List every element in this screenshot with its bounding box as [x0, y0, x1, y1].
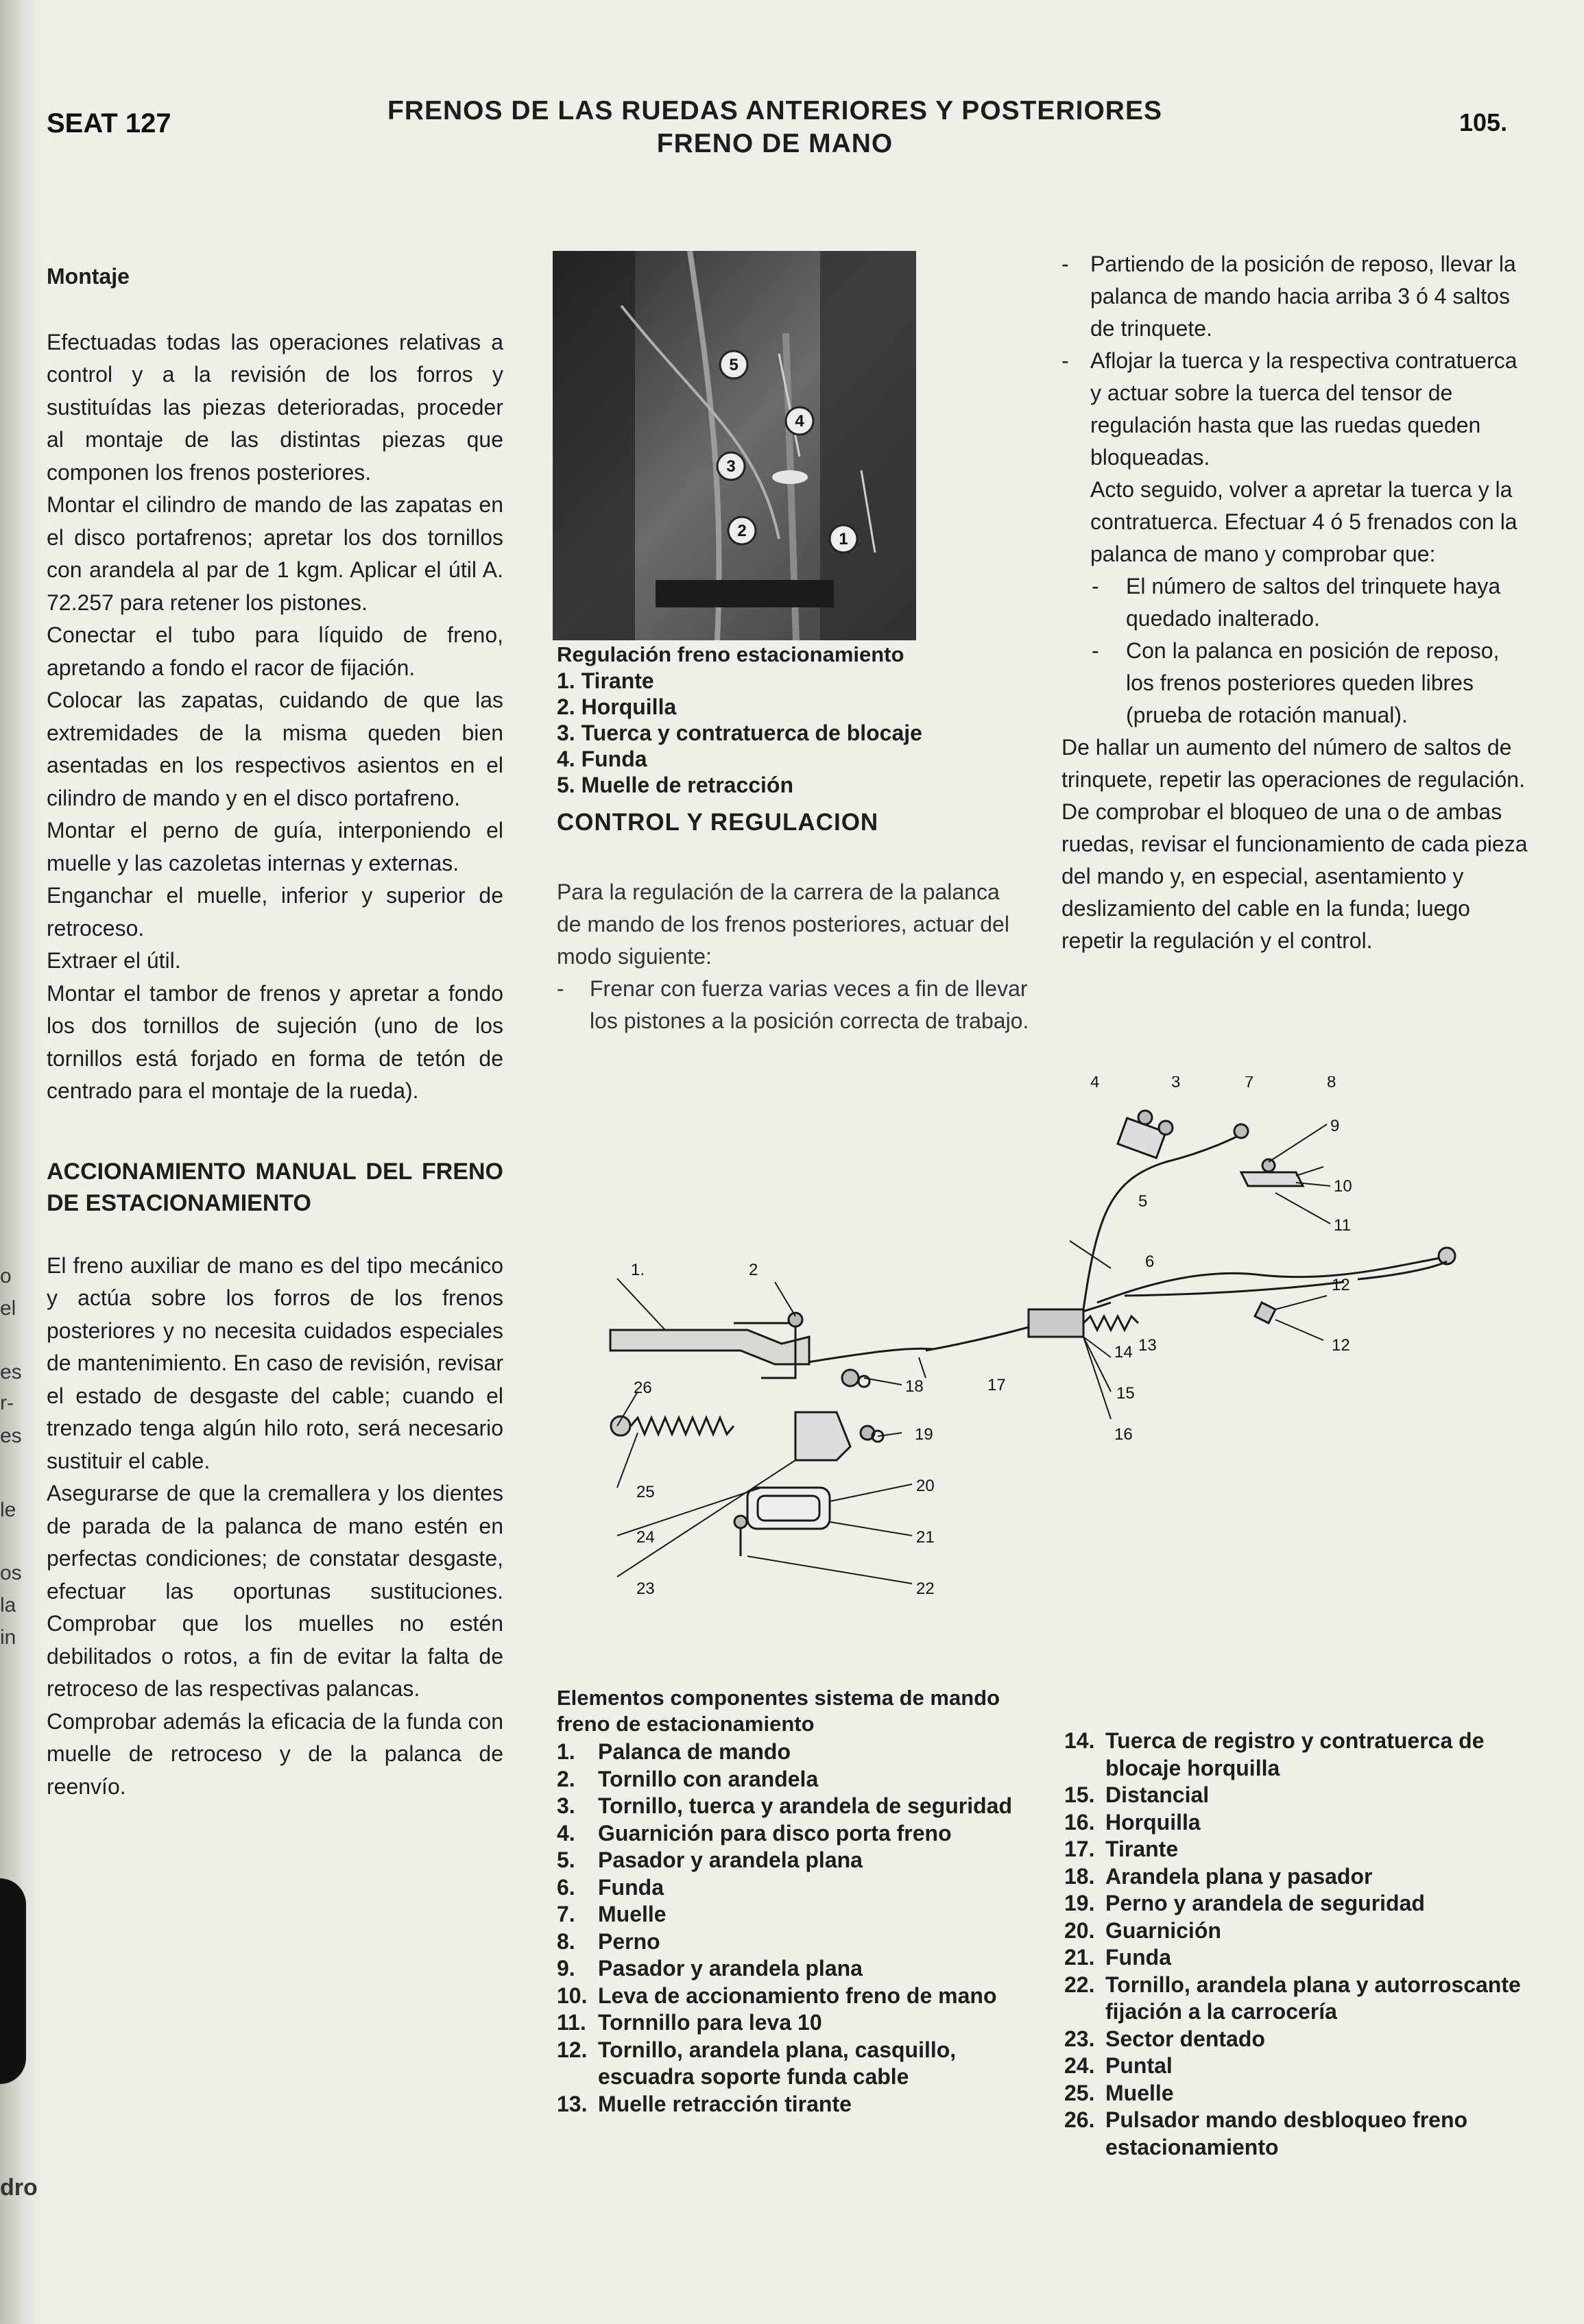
component-item: [557, 2091, 1030, 2118]
item-number: 16.: [1064, 1809, 1095, 1835]
paragraph: Montar el perno de guía, interponiendo el muelle y las cazoletas internas y externas.: [47, 818, 503, 875]
item-text: Tuerca de registro y contratuerca de blocaje horquilla: [1105, 1728, 1485, 1780]
paragraph: De comprobar el bloqueo de una o de ambas ruedas, revisar el funcionamiento de cada pieza del mando y, en especial, asentamiento y deslizamiento del cable en la funda; luego repetir la regulación y el control.: [1061, 799, 1528, 953]
item-number: 6.: [557, 1874, 575, 1900]
item-number: 2.: [557, 1766, 575, 1791]
diagram-label: 26: [634, 1379, 652, 1397]
components-title: Elementos componentes sistema de mando freno de estacionamiento: [557, 1686, 1000, 1736]
diagram-label: 3: [1171, 1076, 1181, 1091]
accionamiento-heading: ACCIONAMIENTO MANUAL DEL FRENO DE ESTACIONAMIENTO: [47, 1158, 503, 1216]
check-item: [1061, 570, 1529, 635]
item-text: Tornillo, arandela plana, casquillo, escuadra soporte funda cable: [598, 2037, 957, 2089]
dash-bullet: -: [1061, 252, 1069, 276]
component-item: [1064, 1917, 1548, 1945]
component-item: [557, 2037, 1030, 2091]
components-list-right: [1064, 1728, 1548, 2161]
edge-fragment: r-: [0, 1392, 14, 1414]
item-number: 12.: [557, 2037, 588, 2062]
diagram-label: 23: [636, 1579, 655, 1598]
diagram-label: 6: [1145, 1252, 1155, 1271]
component-item: [1064, 1782, 1548, 1809]
cable-sheath: [1083, 1131, 1248, 1309]
item-number: 1.: [557, 1739, 575, 1764]
check-item: [1061, 635, 1529, 731]
control-text: [557, 876, 1030, 1037]
step-item: [557, 973, 1030, 1037]
component-item: [1064, 2080, 1548, 2107]
item-number: 11.: [557, 2010, 586, 2035]
component-item: [557, 1874, 1030, 1902]
component-item: [1064, 1944, 1548, 1972]
component-item: [557, 1739, 1030, 1766]
component-item: [1064, 1809, 1548, 1837]
item-text: Tornillo con arandela: [598, 1766, 819, 1791]
title-line-1: FRENOS DE LAS RUEDAS ANTERIORES Y POSTERIORES: [387, 96, 1162, 125]
item-number: 23.: [1064, 2026, 1095, 2051]
diagram-label: 13: [1138, 1336, 1157, 1355]
caption-title: Regulación freno estacionamiento: [557, 642, 904, 666]
item-number: 21.: [1064, 1945, 1095, 1970]
diagram-label: 25: [636, 1483, 655, 1501]
manual-model: SEAT 127: [47, 108, 171, 138]
paragraph: Para la regulación de la carrera de la palanca de mando de los frenos posteriores, actuar del modo siguiente:: [557, 880, 1009, 969]
photo-label: 3: [726, 457, 736, 476]
caption-item: 3. Tuerca y contratuerca de blocaje: [557, 721, 922, 745]
item-text: Funda: [598, 1874, 664, 1900]
photo-label: 1: [839, 530, 848, 548]
component-item: [1064, 1836, 1548, 1863]
item-number: 8.: [557, 1928, 575, 1954]
dash-bullet: -: [1061, 348, 1069, 373]
edge-fragment: o: [0, 1265, 12, 1287]
diagram-label: 17: [987, 1376, 1006, 1394]
diagram-label: 15: [1116, 1384, 1135, 1403]
component-item: [557, 1766, 1030, 1793]
component-item: [1064, 2026, 1548, 2053]
component-item: [1064, 1890, 1548, 1917]
item-text: Guarnición: [1105, 1917, 1221, 1943]
component-item: [557, 1820, 1030, 1848]
regulation-photo: [553, 251, 916, 640]
diagram-label: 4: [1090, 1076, 1100, 1091]
paragraph: Enganchar el muelle, inferior y superior de retroceso.: [47, 883, 503, 941]
item-text: Tornnillo para leva 10: [598, 2010, 822, 2035]
item-number: 13.: [557, 2091, 588, 2116]
dash-bullet: -: [1092, 574, 1099, 598]
diagram-label: 7: [1245, 1076, 1254, 1091]
step-text: Partiendo de la posición de reposo, llevar la palanca de mando hacia arriba 3 ó 4 saltos de trinquete.: [1090, 252, 1516, 341]
step-item: [1061, 345, 1529, 474]
photo-label: 4: [795, 412, 804, 431]
component-item: [557, 1928, 1030, 1956]
diagram-label: 16: [1114, 1425, 1133, 1444]
edge-fragment: in: [0, 1626, 16, 1649]
components-list-left: [557, 1739, 1030, 2118]
item-number: 4.: [557, 1820, 575, 1845]
step-text: Aflojar la tuerca y la respectiva contratuerca y actuar sobre la tuerca del tensor de regulación hasta que las ruedas queden bloqueadas.: [1090, 348, 1517, 470]
component-item: [557, 1901, 1030, 1928]
caption-list: [557, 668, 927, 798]
component-item: [1064, 1728, 1548, 1782]
paragraph: Asegurarse de que la cremallera y los dientes de parada de la palanca de mano estén en perfectas condiciones; de constatar desgaste, efectuar las oportunas sustituciones. Comprobar que los muelles no estén debilitados o rotos, a fin de evitar la falta de retroceso de las respectivas palancas.: [47, 1481, 503, 1701]
item-text: Tirante: [1105, 1837, 1179, 1861]
item-text: Distancial: [1105, 1782, 1210, 1807]
step-text: Frenar con fuerza varias veces a fin de llevar los pistones a la posición correcta de trabajo.: [590, 976, 1029, 1033]
page-title: [329, 95, 1221, 160]
hand-lever: [610, 1330, 809, 1364]
edge-fragment: el: [0, 1297, 16, 1320]
title-line-2: FRENO DE MANO: [656, 129, 893, 158]
parking-brake-diagram: [590, 1076, 1550, 1604]
item-number: 14.: [1064, 1728, 1095, 1753]
paragraph: Montar el cilindro de mando de las zapatas en el disco portafrenos; apretar los dos tornillos con arandela al par de 1 kgm. Aplicar el útil A. 72.257 para retener los pistones.: [47, 492, 503, 615]
diagram-label: 12: [1332, 1336, 1350, 1355]
edge-fragment: dro: [0, 2175, 38, 2201]
check-text: Con la palanca en posición de reposo, los frenos posteriores queden libres (prueba de rotación manual).: [1126, 638, 1500, 727]
item-text: Perno: [598, 1928, 660, 1954]
item-number: 26.: [1064, 2107, 1095, 2132]
item-text: Guarnición para disco porta freno: [598, 1820, 952, 1845]
item-number: 9.: [557, 1956, 575, 1981]
diagram-label: 24: [636, 1528, 655, 1547]
diagram-label: 18: [905, 1377, 924, 1396]
photo-label: 5: [729, 356, 739, 374]
diagram-label: 11: [1334, 1216, 1351, 1235]
dash-bullet: -: [1092, 638, 1099, 663]
photo-caption: [557, 642, 927, 798]
paragraph: Extraer el útil.: [47, 948, 181, 973]
item-number: 5.: [557, 1848, 575, 1872]
edge-fragment: es: [0, 1425, 22, 1447]
item-number: 19.: [1064, 1891, 1095, 1915]
edge-fragment: la: [0, 1594, 16, 1617]
component-item: [557, 2009, 1030, 2037]
item-number: 7.: [557, 1902, 575, 1926]
item-number: 3.: [557, 1793, 575, 1818]
component-item: [557, 1793, 1030, 1820]
diagram-label: 5: [1138, 1192, 1148, 1211]
photo-illustration: [553, 251, 916, 640]
component-item: [557, 1983, 1030, 2010]
diagram-label: 9: [1330, 1117, 1340, 1135]
component-item: [557, 1847, 1030, 1874]
item-text: Pasador y arandela plana: [598, 1956, 863, 1981]
paragraph: El freno auxiliar de mano es del tipo mecánico y actúa sobre los forros de los frenos posteriores y no necesita cuidados especiales de mantenimiento. En caso de revisión, revisar el estado de desgaste del cable; cuando el trenzado tenga algún hilo roto, será necesario sustituir el cable.: [47, 1252, 503, 1473]
edge-fragment: es: [0, 1361, 22, 1383]
edge-fragment: le: [0, 1499, 16, 1521]
paragraph: De hallar un aumento del número de saltos de trinquete, repetir las operaciones de regulación.: [1061, 735, 1525, 792]
diagram-label: 14: [1114, 1343, 1133, 1361]
item-number: 10.: [557, 1983, 588, 2008]
paragraph: Acto seguido, volver a apretar la tuerca y la contratuerca. Efectuar 4 ó 5 frenados con la palanca de mano y comprobar que:: [1090, 477, 1517, 566]
item-text: Arandela plana y pasador: [1105, 1863, 1373, 1889]
item-number: 22.: [1064, 1972, 1095, 1997]
item-text: Puntal: [1105, 2053, 1173, 2078]
item-text: Tornillo, arandela plana y autorroscante fijación a la carrocería: [1105, 1972, 1521, 2024]
montaje-heading: Montaje: [47, 264, 130, 289]
diagram-label: 21: [916, 1528, 935, 1547]
edge-fragment: os: [0, 1562, 22, 1584]
photo-label: 2: [737, 522, 747, 540]
component-item: [1064, 1972, 1548, 2026]
item-number: 17.: [1064, 1837, 1095, 1861]
item-number: 15.: [1064, 1782, 1095, 1807]
diagram-label: 19: [915, 1425, 933, 1444]
item-text: Sector dentado: [1105, 2026, 1265, 2051]
control-heading: CONTROL Y REGULACION: [557, 809, 879, 836]
item-text: Palanca de mando: [598, 1739, 791, 1764]
component-item: [1064, 2107, 1548, 2161]
dash-bullet: -: [557, 976, 564, 1001]
paragraph: Comprobar además la eficacia de la funda con muelle de retroceso y de la palanca de reenvío.: [47, 1708, 503, 1799]
diagram-label: 1.: [631, 1261, 645, 1279]
diagram-label: 10: [1334, 1177, 1352, 1196]
component-item: [557, 1955, 1030, 1983]
item-text: Muelle retracción tirante: [598, 2091, 852, 2116]
paragraph: Colocar las zapatas, cuidando de que las extremidades de la misma queden bien asentadas en los respectivos asientos en el cilindro de mando y en el disco portafreno.: [47, 688, 503, 810]
item-number: 24.: [1064, 2053, 1095, 2078]
left-column: [47, 261, 503, 1803]
item-text: Muelle: [598, 1902, 667, 1926]
facing-page-fragment: [0, 1878, 26, 2084]
caption-item: 1. Tirante: [557, 668, 654, 693]
diagram-label: 8: [1327, 1076, 1336, 1091]
diagram-label: 12: [1332, 1276, 1350, 1294]
item-number: 18.: [1064, 1863, 1095, 1889]
item-text: Leva de accionamiento freno de mano: [598, 1983, 997, 2008]
check-text: El número de saltos del trinquete haya quedado inalterado.: [1126, 574, 1501, 631]
diagram-label: 22: [916, 1579, 935, 1598]
paragraph: Efectuadas todas las operaciones relativas a control y a la revisión de los forros y sustituídas las piezas deterioradas, proceder al montaje de las distintas piezas que componen los frenos posteriores.: [47, 329, 503, 485]
item-text: Tornillo, tuerca y arandela de seguridad: [598, 1793, 1013, 1818]
caption-item: 4. Funda: [557, 747, 647, 771]
item-text: Pulsador mando desbloqueo freno estacionamiento: [1105, 2107, 1468, 2159]
paragraph: Montar el tambor de frenos y apretar a fondo los dos tornillos de sujeción (uno de los tornillos está forjado en forma de tetón de centrado para el montaje de la rueda).: [47, 980, 503, 1103]
item-number: 25.: [1064, 2080, 1095, 2105]
component-item: [1064, 2053, 1548, 2080]
diagram-label: 20: [916, 1477, 935, 1495]
item-text: Perno y arandela de seguridad: [1105, 1891, 1425, 1915]
item-number: 20.: [1064, 1917, 1095, 1943]
right-column: [1061, 248, 1529, 957]
item-text: Funda: [1105, 1945, 1171, 1970]
diagram-label: 2: [749, 1261, 758, 1279]
component-item: [1064, 1863, 1548, 1891]
caption-item: 2. Horquilla: [557, 694, 677, 719]
caption-item: 5. Muelle de retracción: [557, 773, 794, 797]
paragraph: Conectar el tubo para líquido de freno, apretando a fondo el racor de fijación.: [47, 622, 503, 680]
item-text: Horquilla: [1105, 1809, 1201, 1835]
item-text: Pasador y arandela plana: [598, 1848, 863, 1872]
item-text: Muelle: [1105, 2080, 1174, 2105]
step-item: [1061, 248, 1529, 345]
page-number: 105.: [1459, 108, 1508, 136]
